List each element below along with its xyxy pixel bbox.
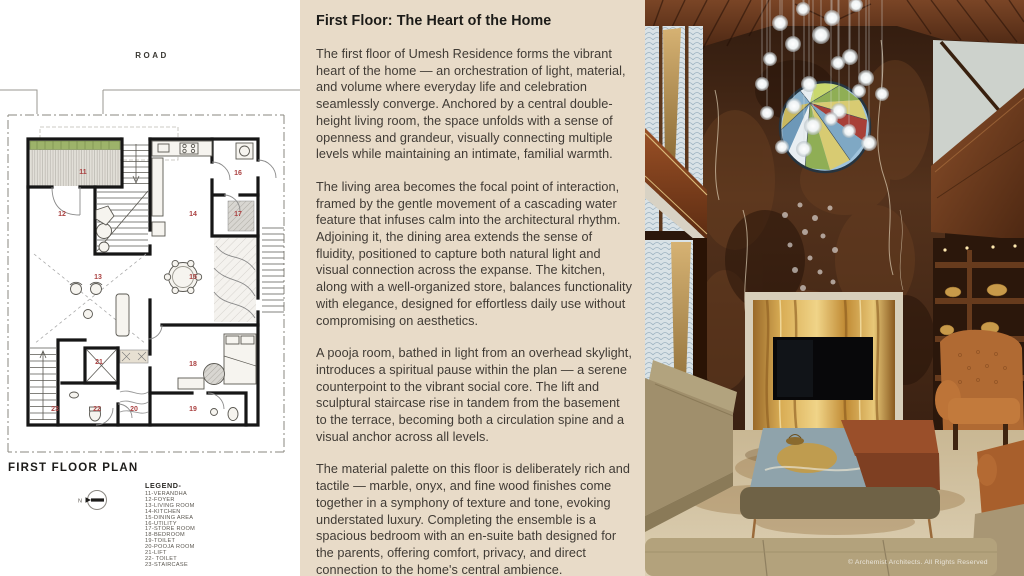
photo-panel — [645, 0, 1024, 576]
legend-item: 19-TOILET — [145, 538, 176, 545]
room-number: 20 — [130, 406, 138, 413]
article-paragraph: The material palette on this floor is deliberately rich and tactile — marble, onyx, and fine wood finishes come together in a symphony of texture and tone, evoking understated luxury. Completing the ensemble is a spacious bedroom with an en-suite bath designed for the parents, offering comfort, privacy, and direct connection to the home's central ambience. — [316, 462, 630, 576]
article-paragraph: The first floor of Umesh Residence forms the vibrant heart of the home — an orchestration of light, material, and volume where everyday life and celebration seamlessly converge. Anchored by a central double-height living room, the space unfolds with a sense of openness and grandeur, visually connecting multiple levels while maintaining an intimate, familial warmth. — [316, 47, 626, 162]
room-number: 21 — [95, 359, 103, 366]
legend-item: 17-STORE ROOM — [145, 526, 196, 533]
legend-item: 23-STAIRCASE — [145, 561, 188, 568]
article-paragraph: A pooja room, bathed in light from an overhead skylight, introduces a spiritual pause within the plan — a serene counterpoint to the vibrant social core. The lift and sculptural staircase rise in tandem from the basement to the terrace, becoming both a circulation spine and a visual anchor across all levels. — [316, 346, 632, 444]
room-number: 15 — [189, 274, 197, 281]
article-paragraph: The living area becomes the focal point of interaction, framed by the gentle movement of a cascading water feature that infuses calm into the architectural rhythm. Adjoining it, the dining area extends the sense of fluidity, positioned to capture both natural light and visual connection across the expanse. The kitchen, along with a well-organized store, balances functionality with elegance, designed for effortless daily use without compromising on aesthetics. — [316, 179, 632, 328]
interior-photo — [645, 0, 1024, 576]
room-number: 13 — [94, 274, 102, 281]
north-compass-icon — [76, 486, 110, 514]
north-label: N — [78, 498, 82, 505]
room-number: 22 — [93, 406, 101, 413]
room-number: 23 — [51, 406, 59, 413]
legend-item: 20-POOJA ROOM — [145, 544, 195, 551]
onyx-tv-wall — [745, 292, 903, 434]
room-number: 12 — [58, 211, 66, 218]
legend-item: 12-FOYER — [145, 496, 175, 503]
road-label: ROAD — [135, 51, 169, 60]
legend-item: 14-KITCHEN — [145, 508, 181, 515]
legend-item: 22- TOILET — [145, 555, 178, 562]
legend-item: 21-LIFT — [145, 550, 167, 557]
legend-item: 15-DINING AREA — [145, 514, 194, 521]
room-number: 14 — [189, 211, 197, 218]
room-number: 16 — [234, 170, 242, 177]
room-number: 18 — [189, 361, 197, 368]
room-number: 17 — [234, 211, 242, 218]
legend-title: LEGEND- — [145, 481, 182, 490]
plan-title: FIRST FLOOR PLAN — [8, 462, 139, 474]
legend-item: 16-UTILITY — [145, 520, 177, 527]
room-number: 19 — [189, 406, 197, 413]
article-panel — [300, 0, 645, 576]
copyright-watermark: © Archemist Architects. All Rights Reserved — [848, 559, 988, 566]
room-number: 11 — [79, 169, 87, 176]
legend-item: 11-VERANDHA — [145, 491, 188, 497]
legend — [145, 481, 195, 569]
article-title: First Floor: The Heart of the Home — [316, 13, 552, 29]
legend-item: 18-BEDROOM — [145, 532, 185, 539]
floor-plan-panel — [0, 0, 300, 576]
plan-surfaces — [30, 141, 256, 363]
legend-item: 13-LIVING ROOM — [145, 502, 195, 509]
